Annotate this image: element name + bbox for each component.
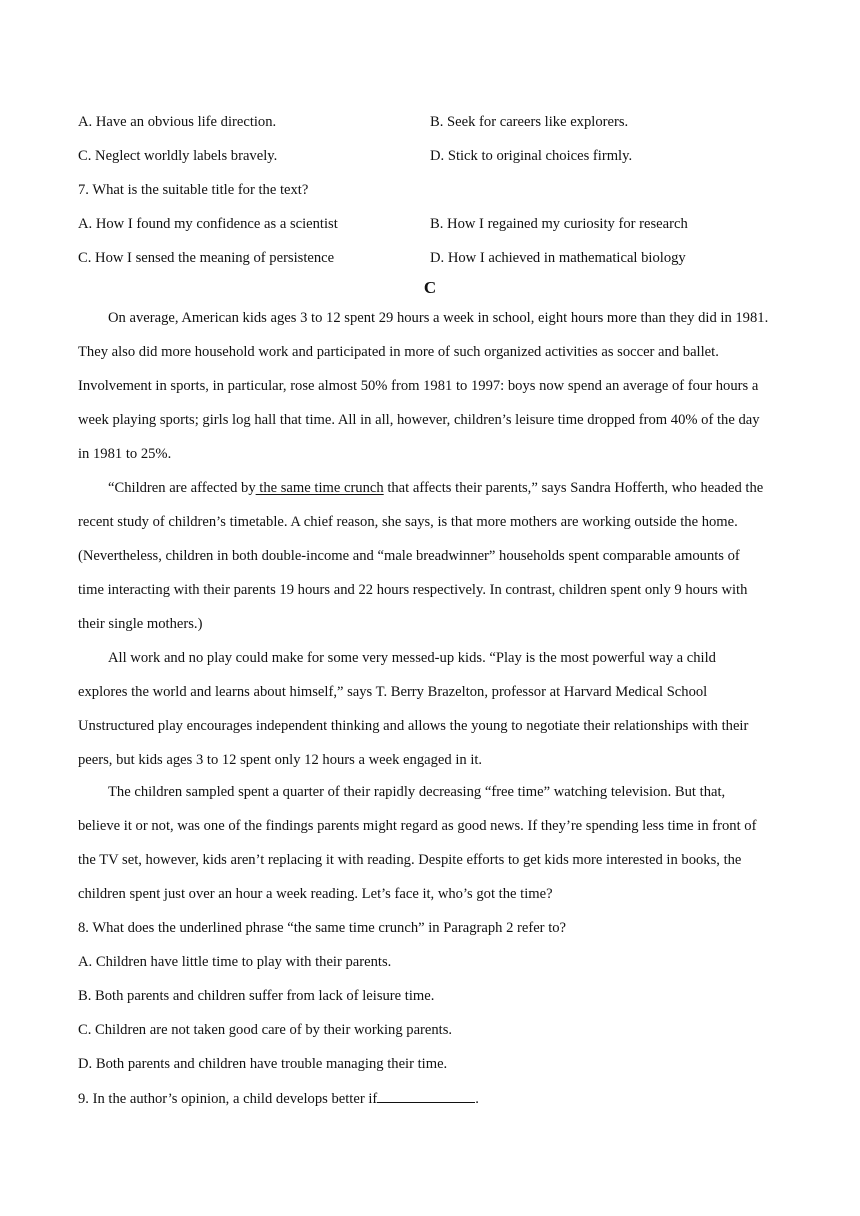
paragraph-line: (Nevertheless, children in both double-income and “male breadwinner” households spent comparable amounts of (78, 548, 740, 564)
q7-option-a: A. How I found my confidence as a scientist (78, 216, 338, 232)
q8-option-b: B. Both parents and children suffer from lack of leisure time. (78, 988, 435, 1004)
paragraph-line: Involvement in sports, in particular, rose almost 50% from 1981 to 1997: boys now spend an average of four hours a (78, 378, 759, 394)
q6-option-c: C. Neglect worldly labels bravely. (78, 148, 278, 164)
section-heading: C (423, 278, 437, 297)
paragraph-line: the TV set, however, kids aren’t replacing it with reading. Despite efforts to get kids more interested in books, the (78, 852, 742, 868)
paragraph-line (108, 478, 763, 498)
answer-blank (377, 1088, 475, 1103)
paragraph-line: children spent just over an hour a week reading. Let’s face it, who’s got the time? (78, 886, 553, 902)
q8-option-a: A. Children have little time to play with their parents. (78, 954, 392, 970)
q7-stem: 7. What is the suitable title for the text? (78, 182, 309, 198)
paragraph-line: explores the world and learns about himself,” says T. Berry Brazelton, professor at Harvard Medical School (78, 684, 708, 700)
q6-option-a: A. Have an obvious life direction. (78, 114, 277, 130)
q9-period: . (475, 1091, 479, 1107)
paragraph-line: recent study of children’s timetable. A chief reason, she says, is that more mothers are working outside the home. (78, 514, 738, 530)
paragraph-line: On average, American kids ages 3 to 12 spent 29 hours a week in school, eight hours more than they did in 1981. (108, 310, 769, 326)
paragraph-line: Unstructured play encourages independent thinking and allows the young to negotiate their relationships with their (78, 718, 749, 734)
underlined-phrase: the same time crunch (255, 480, 384, 496)
q8-stem: 8. What does the underlined phrase “the same time crunch” in Paragraph 2 refer to? (78, 920, 567, 936)
paragraph-line: believe it or not, was one of the findings parents might regard as good news. If they’re spending less time in front of (78, 818, 757, 834)
paragraph-line: time interacting with their parents 19 hours and 22 hours respectively. In contrast, children spent only 9 hours with (78, 582, 748, 598)
q8-option-c: C. Children are not taken good care of by their working parents. (78, 1022, 453, 1038)
paragraph-text: that affects their parents,” says Sandra Hofferth, who headed the (383, 480, 764, 496)
paragraph-line: The children sampled spent a quarter of their rapidly decreasing “free time” watching television. But that, (108, 784, 726, 800)
paragraph-text: “Children are affected by (108, 480, 256, 496)
q8-option-d: D. Both parents and children have trouble managing their time. (78, 1056, 448, 1072)
paragraph-line: peers, but kids ages 3 to 12 spent only 12 hours a week engaged in it. (78, 752, 483, 768)
q6-option-d: D. Stick to original choices firmly. (430, 148, 633, 164)
q7-option-b: B. How I regained my curiosity for research (430, 216, 688, 232)
paragraph-line: They also did more household work and participated in more of such organized activities as soccer and ballet. (78, 344, 719, 360)
paragraph-line: their single mothers.) (78, 616, 203, 632)
q9-stem: 9. In the author’s opinion, a child develops better if (78, 1091, 378, 1107)
paragraph-line: All work and no play could make for some very messed-up kids. “Play is the most powerful way a child (108, 650, 716, 666)
q9-stem-line (78, 1088, 479, 1109)
paragraph-line: week playing sports; girls log hall that time. All in all, however, children’s leisure time dropped from 40% of the day (78, 412, 760, 428)
q7-option-d: D. How I achieved in mathematical biology (430, 250, 686, 266)
paragraph-line: in 1981 to 25%. (78, 446, 172, 462)
q7-option-c: C. How I sensed the meaning of persistence (78, 250, 335, 266)
q6-option-b: B. Seek for careers like explorers. (430, 114, 629, 130)
